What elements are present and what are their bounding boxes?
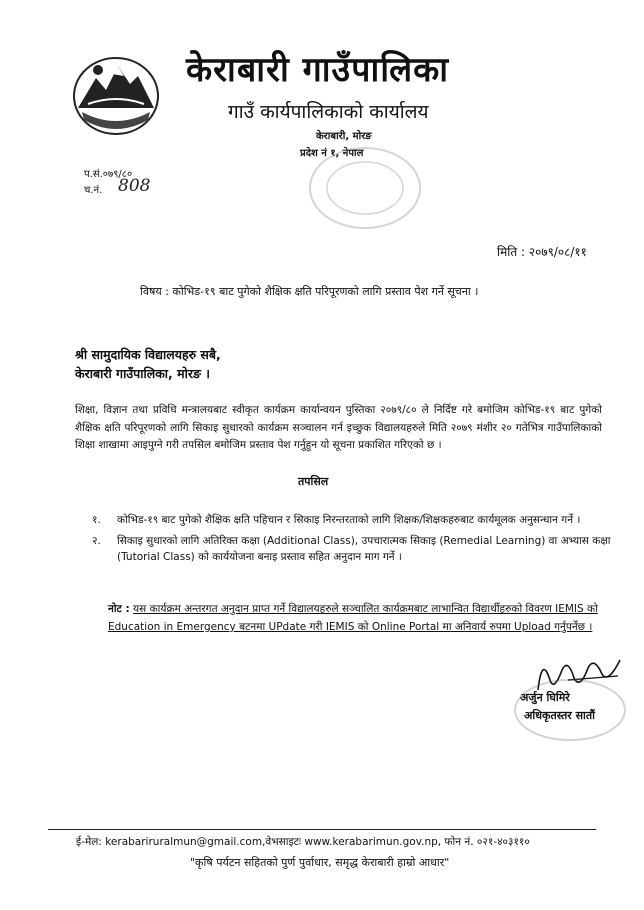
tapasil-list — [92, 512, 612, 570]
note-label: नोट : — [108, 603, 130, 615]
signer-name: अर्जुन घिमिरे — [520, 691, 570, 704]
address-line-1: केराबारी, मोरङ — [316, 131, 372, 142]
footer-divider — [48, 829, 596, 830]
footer-slogan: "कृषि पर्यटन सहितको पुर्ण पुर्वाधार, समृद्ध केराबारी हाम्रो आधार" — [190, 856, 450, 869]
tapasil-heading: तपसिल — [298, 475, 329, 488]
list-item — [92, 533, 612, 565]
notice-date: मिति : २०७९/०८/११ — [497, 245, 587, 259]
note-text: यस कार्यक्रम अन्तरगत अनुदान प्राप्त गर्ने विद्यालयहरुले सञ्चालित कार्यक्रमबाट लाभान्वित विद्यार्थीहरुको विवरण IEMIS को Education in Emergency बटनमा UPdate गरी IEMIS को Online Portal मा अनिवार्य रुपमा Upload गर्नुपर्नेछ । — [108, 603, 598, 633]
office-stamp-icon — [300, 140, 430, 235]
list-item — [92, 512, 612, 528]
signer-title: अधिकृतस्तर सातौं — [524, 709, 596, 722]
addressee-line-2: केराबारी गाउँपालिका, मोरङ । — [75, 366, 211, 381]
address-line-2: प्रदेश नं १, नेपाल — [300, 148, 364, 159]
fiscal-year-ref: प.सं.०७९/८० — [84, 169, 133, 180]
list-item-text: कोभिड-१९ बाट पुगेको शैक्षिक क्षति पहिचान र सिकाइ निरन्तरताको लागि शिक्षक/शिक्षकहरुबाट कार्यमूलक अनुसन्धान गर्ने । — [117, 514, 581, 526]
list-item-text: सिकाइ सुधारको लागि अतिरिक्त कक्षा (Additional Class), उपचारात्मक सिकाइ (Remedial Learning) वा अभ्यास कक्षा (Tutorial Class) को कार्ययोजना बनाइ प्रस्ताव सहित अनुदान माग गर्ने । — [117, 535, 611, 563]
emblem-logo-icon — [68, 50, 164, 140]
note-block — [108, 600, 616, 636]
list-item-number: २. — [92, 535, 101, 547]
office-subtitle: गाउँ कार्यपालिकाको कार्यालय — [228, 101, 429, 123]
notice-subject: विषय : कोभिड-१९ बाट पुगेको शैक्षिक क्षति परिपूरणको लागि प्रस्ताव पेश गर्ने सूचना । — [140, 285, 479, 298]
list-item-number: १. — [92, 514, 101, 526]
body-paragraph: शिक्षा, विज्ञान तथा प्रविधि मन्त्रालयबाट स्वीकृत कार्यक्रम कार्यान्वयन पुस्तिका २०७९/८० ले निर्दिष्ट गरे बमोजिम कोभिड-१९ बाट पुगेको शैक्षिक क्षति परिपूरणको लागि सिकाइ सुधारको कार्यक्रम सञ्चालन गर्न इच्छुक विद्यालयहरुले मिति २०७९ मंशीर २० गतेभित्र गाउँपालिकाको शिक्षा शाखामा आइपुग्ने गरी तपसिल बमोजिम प्रस्ताव पेश गर्नुहुन यो सूचना प्रकाशित गरिएको छ । — [75, 404, 602, 451]
chalani-number: 808 — [118, 176, 151, 196]
office-title: केराबारी गाउँपालिका — [186, 50, 450, 90]
chalani-label: च.नं. — [84, 185, 103, 196]
addressee-line-1: श्री सामुदायिक विद्यालयहरु सबै, — [75, 347, 221, 362]
footer-contact: ई-मेल: kerabariruralmun@gmail.com,वेभसाइटः www.kerabarimun.gov.np, फोन नं. ०२१-४०३११० — [76, 836, 530, 848]
